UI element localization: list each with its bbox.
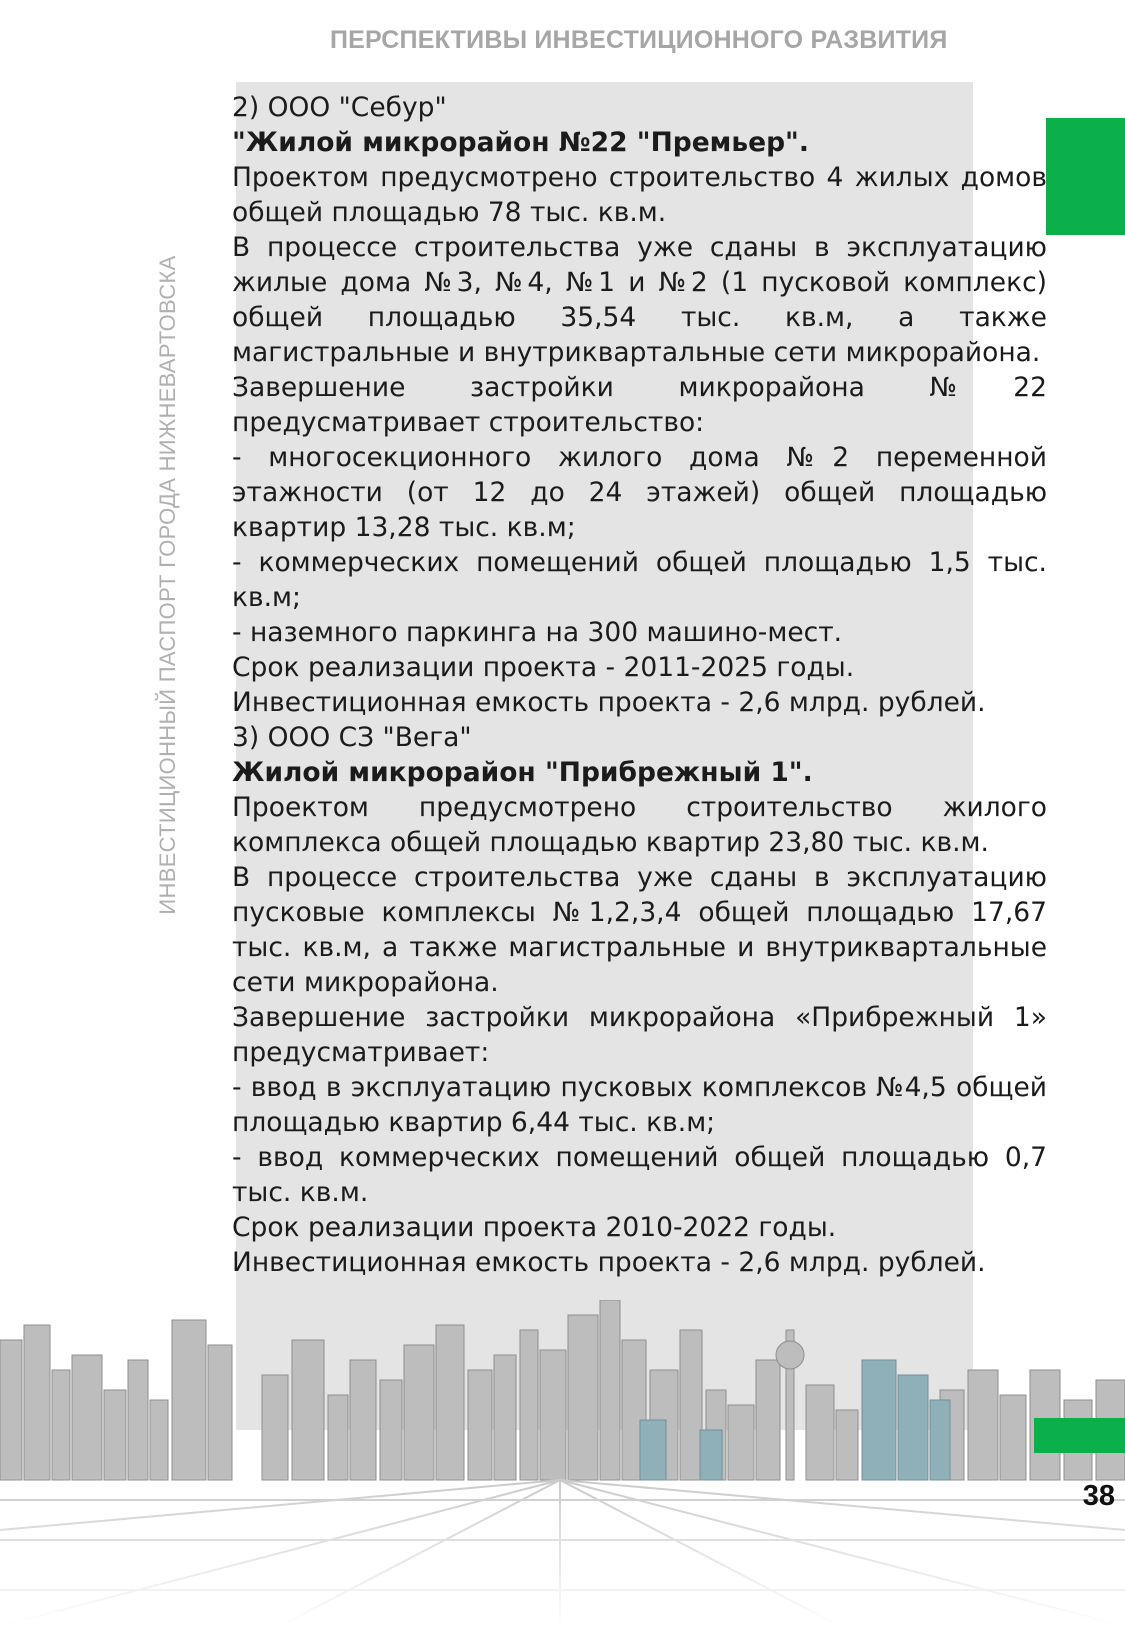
page-header-title: ПЕРСПЕКТИВЫ ИНВЕСТИЦИОННОГО РАЗВИТИЯ [330, 26, 948, 54]
project2-paragraph: Завершение застройки микрорайона №22 предусматривает строительство: [232, 372, 1047, 438]
page-number: 38 [1082, 1480, 1115, 1512]
project2-list-item: - наземного паркинга на 300 машино-мест. [232, 617, 843, 648]
green-accent-block-top [1046, 118, 1125, 235]
city-skyline-illustration [0, 1300, 1125, 1626]
project2-investment: Инвестиционная емкость проекта - 2,6 млрд. рублей. [232, 687, 986, 718]
project2-list-item: - многосекционного жилого дома №2 переменной этажности (от 12 до 24 этажей) общей площадью квартир 13,28 тыс. кв.м; [232, 442, 1047, 543]
project3-list-item: - ввод в эксплуатацию пусковых комплексов №4,5 общей площадью квартир 6,44 тыс. кв.м; [232, 1072, 1047, 1138]
project3-company: 3) ООО СЗ "Вега" [232, 722, 472, 753]
page-content [232, 90, 1047, 1280]
project3-paragraph: В процессе строительства уже сданы в эксплуатацию пусковые комплексы №1,2,3,4 общей площадью 17,67 тыс. кв.м, а также магистральные и внутриквартальные сети микрорайона. [232, 862, 1047, 998]
project2-term: Срок реализации проекта - 2011-2025 годы. [232, 652, 855, 683]
project2-paragraph: В процессе строительства уже сданы в эксплуатацию жилые дома №3, №4, №1 и №2 (1 пусковой комплекс) общей площадью 35,54 тыс. кв.м, а также магистральные и внутриквартальные сети микрорайона. [232, 232, 1047, 368]
green-accent-block-bottom [1034, 1418, 1125, 1453]
project3-title: Жилой микрорайон "Прибрежный 1". [232, 757, 813, 788]
project2-paragraph: Проектом предусмотрено строительство 4 жилых домов общей площадью 78 тыс. кв.м. [232, 162, 1047, 228]
project2-list-item: - коммерческих помещений общей площадью 1,5 тыс. кв.м; [232, 547, 1047, 613]
project2-company: 2) ООО "Себур" [232, 92, 447, 123]
project3-term: Срок реализации проекта 2010-2022 годы. [232, 1212, 837, 1243]
project3-list-item: - ввод коммерческих помещений общей площадью 0,7 тыс. кв.м. [232, 1142, 1047, 1208]
project2-title: "Жилой микрорайон №22 "Премьер". [232, 127, 809, 158]
project3-investment: Инвестиционная емкость проекта - 2,6 млрд. рублей. [232, 1247, 986, 1278]
project3-paragraph: Завершение застройки микрорайона «Прибрежный 1» предусматривает: [232, 1002, 1047, 1068]
project3-paragraph: Проектом предусмотрено строительство жилого комплекса общей площадью квартир 23,80 тыс. кв.м. [232, 792, 1047, 858]
side-title: ИНВЕСТИЦИОННЫЙ ПАСПОРТ ГОРОДА НИЖНЕВАРТОВСКА [155, 255, 180, 915]
